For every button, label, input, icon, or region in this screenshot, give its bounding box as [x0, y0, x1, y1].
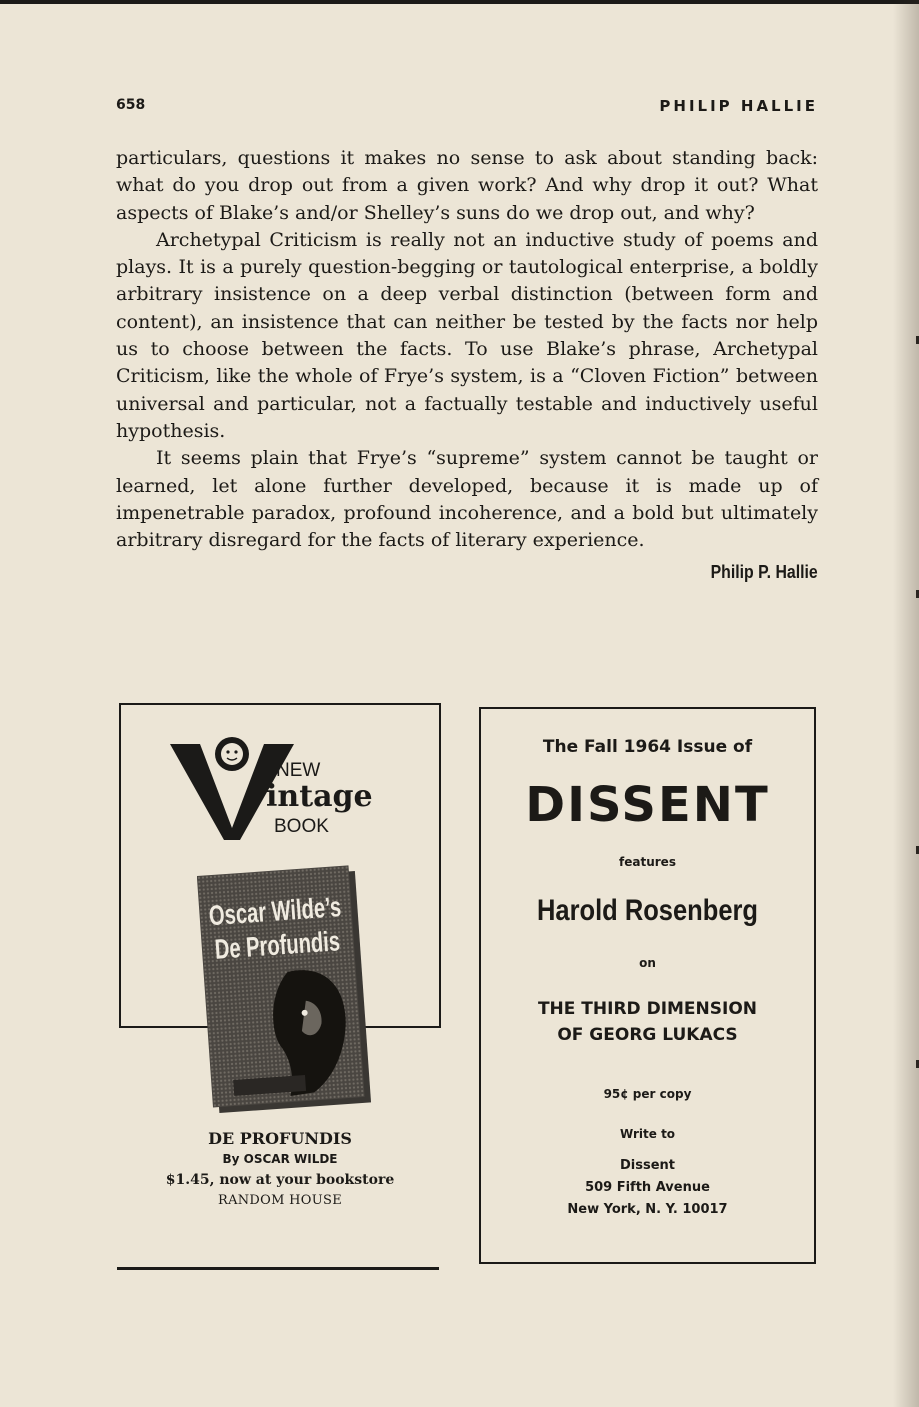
- author-signature: Philip P. Hallie: [710, 562, 818, 582]
- vintage-books-logo: [170, 732, 410, 847]
- paragraph: Archetypal Criticism is really not an inductive study of poems and plays. It is a purely question-begging or tautological enterprise, a boldly arbitrary insistence on a deep verbal distinction (between form and content), an insistence that can neither be tested by the facts nor help us to choose between the facts. To use Blake’s phrase, Archetypal Criticism, like the whole of Frye’s system, is a “Cloven Fiction” between universal and particular, not a factually testable and inductively useful hypothesis.: [116, 228, 818, 442]
- paragraph: particulars, questions it makes no sense to ask about standing back: what do you drop out from a given work? And why drop it out? What aspects of Blake’s and/or Shelley’s suns do we drop out, and why?: [116, 147, 818, 224]
- dissent-features-label: features: [619, 855, 676, 869]
- book-price: $1.45, now at your bookstore: [165, 1172, 395, 1188]
- dissent-featured-author: Harold Rosenberg: [536, 894, 759, 927]
- logo-intage: intage: [266, 779, 373, 814]
- dissent-issue-line: The Fall 1964 Issue of: [542, 737, 753, 757]
- running-title: PHILIP HALLIE: [659, 97, 818, 115]
- book-cover-image: [197, 862, 377, 1117]
- dissent-ad-frame: [479, 707, 816, 1264]
- dissent-address-street: 509 Fifth Avenue: [585, 1180, 710, 1195]
- article-body: [116, 145, 818, 554]
- book-publisher: RANDOM HOUSE: [217, 1193, 343, 1208]
- book-byline: By OSCAR WILDE: [222, 1152, 338, 1166]
- dissent-on-label: on: [639, 956, 656, 970]
- page-number: 658: [116, 97, 146, 113]
- book-cover-title-2: De Profundis: [213, 926, 342, 966]
- vintage-ad-caption: [119, 1128, 441, 1210]
- running-header: [116, 97, 818, 121]
- logo-new: NEW: [276, 760, 321, 781]
- dissent-topic-line-2: OF GEORG LUKACS: [557, 1025, 738, 1045]
- dissent-topic: [481, 996, 814, 1048]
- dissent-address: [481, 1155, 814, 1221]
- book-cover-title-1: Oscar Wilde’s: [207, 891, 343, 933]
- logo-book: BOOK: [274, 816, 329, 837]
- paragraph: It seems plain that Frye’s “supreme” system cannot be taught or learned, let alone further developed, because it is made up of impenetrable paradox, profound incoherence, and a bold but ultimately arbitrary disregard for the facts of literary experience.: [116, 447, 818, 552]
- dissent-address-city: New York, N. Y. 10017: [567, 1202, 728, 1217]
- dissent-topic-line-1: THE THIRD DIMENSION: [537, 999, 758, 1019]
- page-top-edge: [0, 0, 919, 4]
- sun-icon: [215, 737, 249, 771]
- dissent-write-to: Write to: [619, 1127, 676, 1141]
- book-title: DE PROFUNDIS: [208, 1129, 352, 1148]
- dissent-address-name: Dissent: [619, 1158, 675, 1173]
- dissent-magazine-title: DISSENT: [525, 777, 770, 833]
- dissent-price: 95¢ per copy: [603, 1087, 692, 1101]
- vintage-ad-bottom-rule: [117, 1267, 439, 1270]
- page-gutter-shadow: [893, 0, 919, 1407]
